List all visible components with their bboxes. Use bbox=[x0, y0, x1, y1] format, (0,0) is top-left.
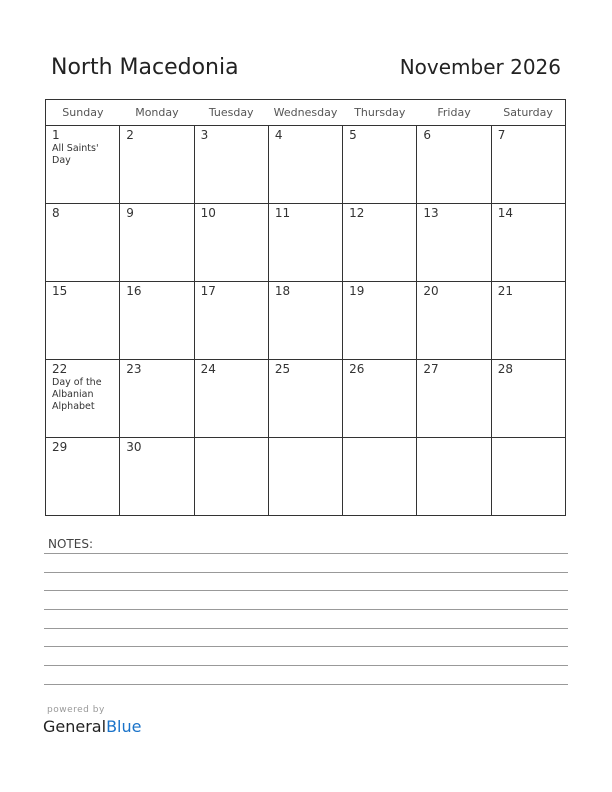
brand-blue: Blue bbox=[106, 717, 142, 736]
day-cell[interactable] bbox=[194, 204, 268, 282]
day-number: 3 bbox=[200, 128, 209, 142]
day-cell[interactable] bbox=[120, 360, 194, 438]
day-cell[interactable] bbox=[194, 282, 268, 360]
note-line bbox=[44, 553, 568, 554]
day-number: 15 bbox=[52, 284, 68, 298]
day-cell[interactable] bbox=[194, 126, 268, 204]
weekday-header: Friday bbox=[417, 100, 491, 126]
day-cell[interactable] bbox=[268, 282, 342, 360]
day-cell[interactable] bbox=[343, 360, 417, 438]
week-row bbox=[46, 360, 566, 438]
day-number: 28 bbox=[497, 362, 513, 376]
day-number: 25 bbox=[274, 362, 291, 376]
holiday-label: All Saints' Day bbox=[52, 143, 99, 166]
day-cell[interactable] bbox=[46, 204, 120, 282]
weekday-header: Monday bbox=[120, 100, 194, 126]
note-line bbox=[44, 609, 568, 610]
day-number: 16 bbox=[126, 284, 142, 298]
day-cell[interactable] bbox=[491, 360, 565, 438]
notes-label: NOTES: bbox=[48, 537, 93, 551]
day-number: 27 bbox=[423, 362, 439, 376]
day-number: 1 bbox=[52, 128, 60, 142]
day-number: 11 bbox=[274, 206, 291, 220]
weekday-header: Tuesday bbox=[194, 100, 268, 126]
week-row bbox=[46, 282, 566, 360]
day-number: 17 bbox=[200, 284, 216, 298]
day-cell[interactable] bbox=[491, 204, 565, 282]
holiday-label: Day of the Albanian Alphabet bbox=[52, 377, 102, 412]
day-cell[interactable] bbox=[268, 438, 342, 516]
note-line bbox=[44, 628, 568, 629]
day-cell[interactable] bbox=[417, 438, 491, 516]
weekday-header: Wednesday bbox=[268, 100, 342, 126]
day-number: 22 bbox=[52, 362, 68, 376]
day-number: 4 bbox=[274, 128, 283, 142]
note-line bbox=[44, 590, 568, 591]
week-row bbox=[46, 126, 566, 204]
note-line bbox=[44, 572, 568, 573]
day-number: 5 bbox=[349, 128, 357, 142]
day-cell[interactable] bbox=[194, 360, 268, 438]
day-number: 18 bbox=[274, 284, 291, 298]
day-number: 23 bbox=[126, 362, 142, 376]
day-number: 8 bbox=[52, 206, 60, 220]
day-number: 10 bbox=[200, 206, 216, 220]
note-line bbox=[44, 684, 568, 685]
day-cell[interactable] bbox=[417, 282, 491, 360]
day-cell[interactable] bbox=[491, 282, 565, 360]
day-number: 13 bbox=[423, 206, 439, 220]
day-number: 2 bbox=[126, 128, 134, 142]
day-cell[interactable] bbox=[343, 282, 417, 360]
day-cell[interactable] bbox=[46, 282, 120, 360]
day-number: 9 bbox=[126, 206, 134, 220]
day-cell[interactable] bbox=[46, 438, 120, 516]
day-number: 6 bbox=[423, 128, 432, 142]
day-cell[interactable] bbox=[46, 126, 120, 204]
day-cell[interactable] bbox=[194, 438, 268, 516]
day-cell[interactable] bbox=[120, 204, 194, 282]
calendar-grid bbox=[45, 99, 566, 516]
day-cell[interactable] bbox=[120, 438, 194, 516]
day-cell[interactable] bbox=[46, 360, 120, 438]
note-line bbox=[44, 665, 568, 666]
day-number: 21 bbox=[497, 284, 513, 298]
day-cell[interactable] bbox=[343, 438, 417, 516]
weekday-header: Thursday bbox=[343, 100, 417, 126]
weekday-header: Saturday bbox=[491, 100, 565, 126]
day-number: 20 bbox=[423, 284, 439, 298]
week-row bbox=[46, 204, 566, 282]
day-number: 29 bbox=[52, 440, 68, 454]
week-row bbox=[46, 438, 566, 516]
day-cell[interactable] bbox=[120, 282, 194, 360]
day-cell[interactable] bbox=[268, 126, 342, 204]
day-number: 19 bbox=[349, 284, 365, 298]
day-number: 12 bbox=[349, 206, 365, 220]
weekday-header: Sunday bbox=[46, 100, 120, 126]
day-cell[interactable] bbox=[268, 360, 342, 438]
day-number: 14 bbox=[497, 206, 513, 220]
day-number: 7 bbox=[497, 128, 506, 142]
day-cell[interactable] bbox=[343, 126, 417, 204]
day-cell[interactable] bbox=[417, 204, 491, 282]
day-cell[interactable] bbox=[491, 126, 565, 204]
day-cell[interactable] bbox=[491, 438, 565, 516]
day-cell[interactable] bbox=[343, 204, 417, 282]
note-line bbox=[44, 646, 568, 647]
day-number: 26 bbox=[349, 362, 365, 376]
day-number: 24 bbox=[200, 362, 216, 376]
day-cell[interactable] bbox=[417, 360, 491, 438]
day-number: 30 bbox=[126, 440, 142, 454]
country-title: North Macedonia bbox=[51, 55, 239, 80]
powered-by-text: powered by bbox=[47, 705, 105, 715]
day-cell[interactable] bbox=[417, 126, 491, 204]
weekday-header-row bbox=[46, 100, 566, 126]
month-title: November 2026 bbox=[399, 55, 561, 79]
day-cell[interactable] bbox=[120, 126, 194, 204]
brand-general: General bbox=[43, 717, 107, 736]
brand-logo[interactable] bbox=[43, 717, 141, 736]
day-cell[interactable] bbox=[268, 204, 342, 282]
